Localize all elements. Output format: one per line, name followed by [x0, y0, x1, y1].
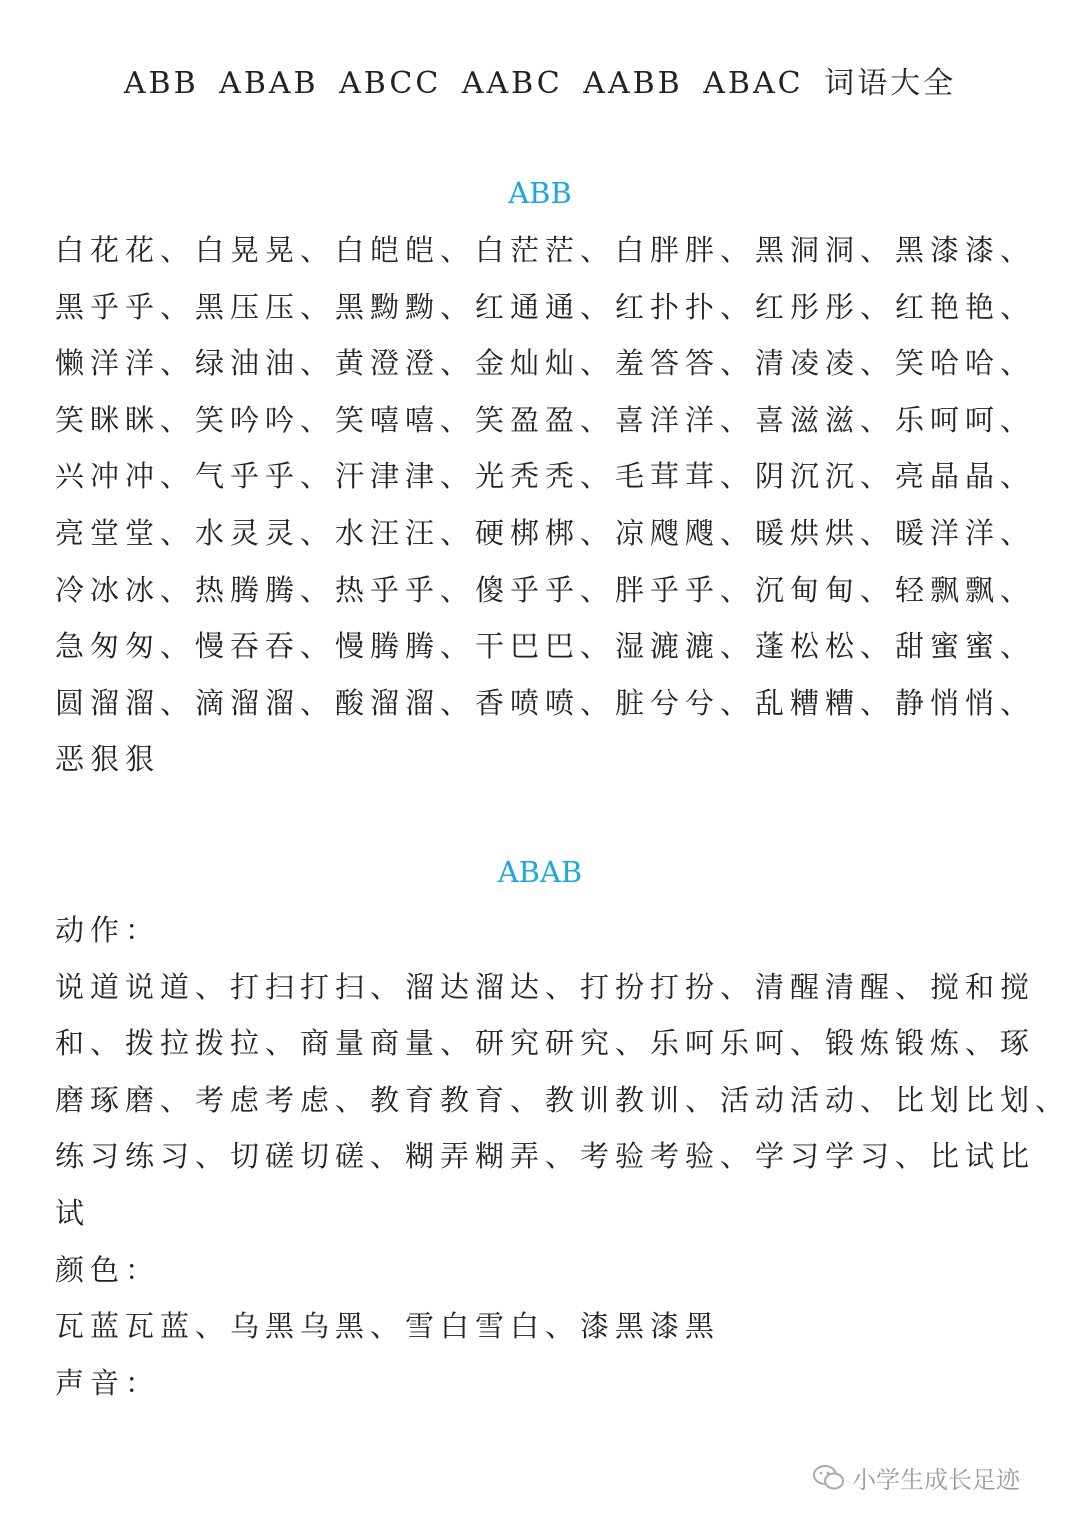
- text-line: 冷冰冰、热腾腾、热乎乎、傻乎乎、胖乎乎、沉甸甸、轻飘飘、: [55, 572, 1036, 607]
- text-line: 和、拨拉拨拉、商量商量、研究研究、乐呵乐呵、锻炼锻炼、琢: [55, 1026, 1036, 1061]
- category-label: 声音：: [55, 1365, 161, 1400]
- text-line: 懒洋洋、绿油油、黄澄澄、金灿灿、羞答答、清凌凌、笑哈哈、: [55, 346, 1036, 381]
- text-line: 练习练习、切磋切磋、糊弄糊弄、考验考验、学习学习、比试比: [55, 1139, 1036, 1174]
- watermark-text: 小学生成长足迹: [852, 1466, 1020, 1494]
- text-line: 试: [55, 1195, 91, 1230]
- text-line: 圆溜溜、滴溜溜、酸溜溜、香喷喷、脏兮兮、乱糟糟、静悄悄、: [55, 685, 1036, 720]
- text-line: 说道说道、打扫打扫、溜达溜达、打扮打扮、清醒清醒、搅和搅: [55, 969, 1036, 1004]
- abab-word-list: [55, 902, 1071, 1411]
- text-line: 磨琢磨、考虑考虑、教育教育、教训教训、活动活动、比划比划、: [55, 1082, 1071, 1117]
- text-line: 瓦蓝瓦蓝、乌黑乌黑、雪白雪白、漆黑漆黑: [55, 1309, 721, 1344]
- text-line: 恶狠狠: [55, 742, 161, 777]
- section-heading-abab: ABAB: [497, 855, 583, 889]
- text-line: 白花花、白晃晃、白皑皑、白茫茫、白胖胖、黑洞洞、黑漆漆、: [55, 233, 1036, 267]
- text-line: 黑乎乎、黑压压、黑黝黝、红通通、红扑扑、红彤彤、红艳艳、: [55, 289, 1036, 324]
- abb-word-list: [55, 222, 1045, 788]
- watermark: [812, 1460, 1020, 1495]
- category-label: 颜色：: [55, 1252, 161, 1287]
- wechat-icon: [812, 1463, 846, 1493]
- section-heading-abb: ABB: [508, 176, 572, 210]
- text-line: 兴冲冲、气乎乎、汗津津、光秃秃、毛茸茸、阴沉沉、亮晶晶、: [55, 459, 1036, 494]
- text-line: 笑眯眯、笑吟吟、笑嘻嘻、笑盈盈、喜洋洋、喜滋滋、乐呵呵、: [55, 402, 1036, 437]
- text-line: 急匆匆、慢吞吞、慢腾腾、干巴巴、湿漉漉、蓬松松、甜蜜蜜、: [55, 629, 1036, 664]
- text-line: 亮堂堂、水灵灵、水汪汪、硬梆梆、凉飕飕、暖烘烘、暖洋洋、: [55, 515, 1036, 550]
- category-label: 动作：: [55, 913, 161, 947]
- page-title: ABB ABAB ABCC AABC AABB ABAC 词语大全: [123, 66, 957, 101]
